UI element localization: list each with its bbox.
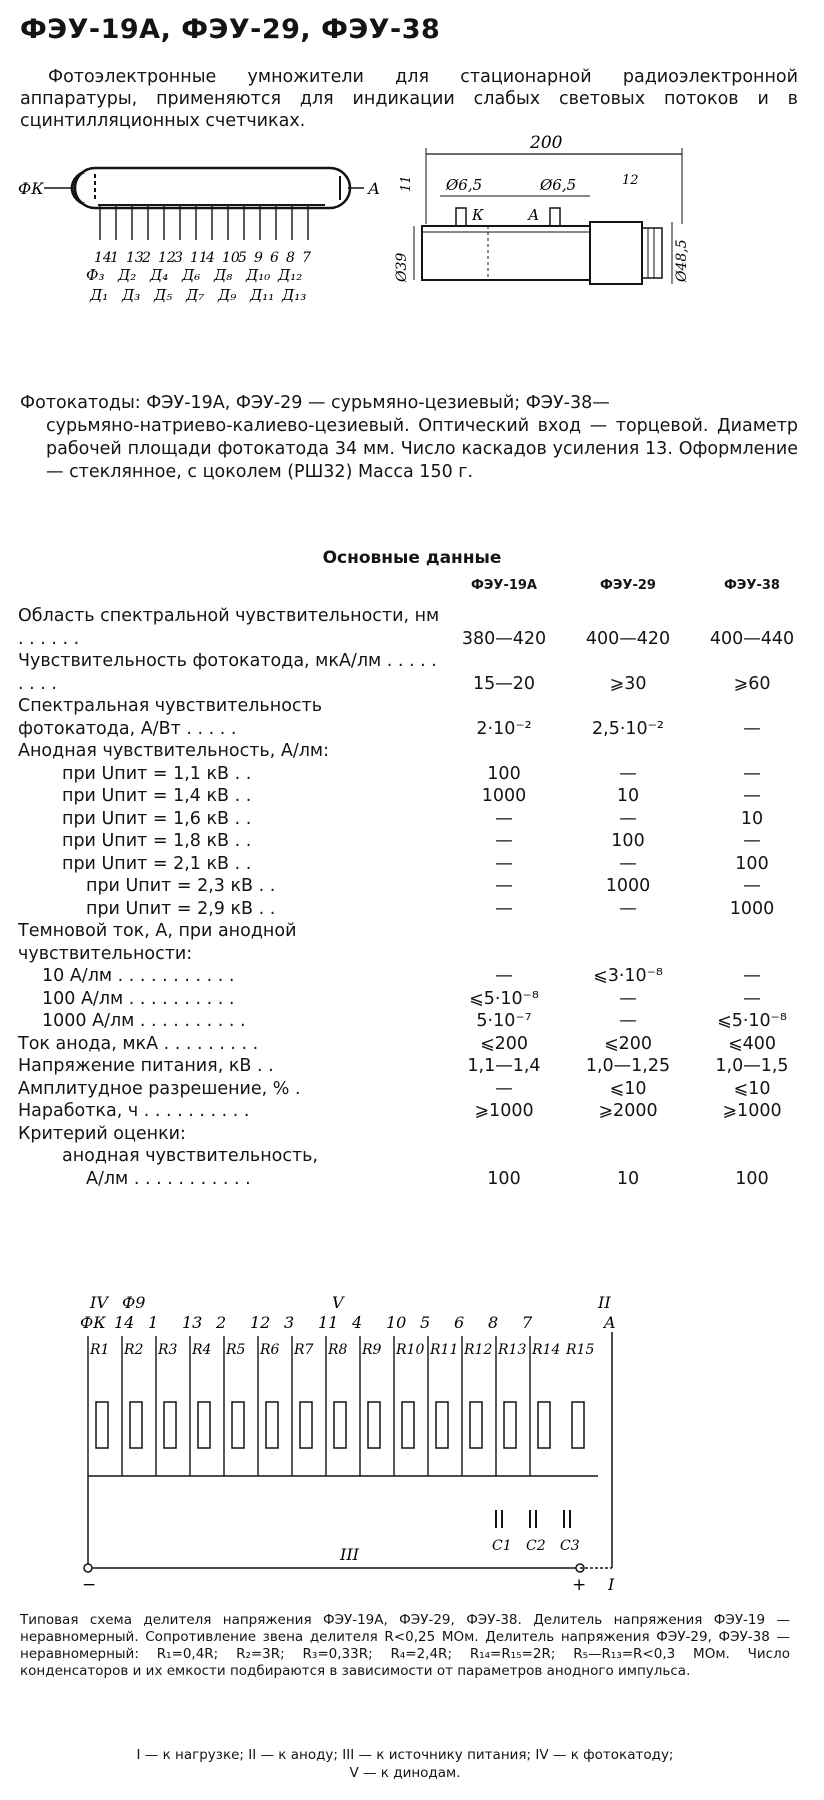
resistor [198,1402,210,1448]
resistor-label: R4 [192,1342,212,1358]
photocathodes-paragraph [20,392,798,484]
legend-item: I — к нагрузке; [136,1747,244,1763]
main-data-table [18,578,814,1190]
resistor [470,1402,482,1448]
pin-label: Д₂ [118,266,137,284]
row-value: ⩽5·10⁻⁸ [717,1011,787,1031]
row-value: 10 [740,808,764,829]
pin-label: Д₇ [186,286,205,304]
table-row [18,1123,814,1146]
row-value: 100 [611,831,645,851]
row-value: 400—440 [709,628,795,649]
label-phi9: Ф9 [122,1293,146,1312]
row-value: — [495,831,513,851]
row-value: 1000 [481,786,527,806]
row-value: ⩾30 [609,673,647,694]
row-value: — [743,831,761,851]
resistor [96,1402,108,1448]
pin-number: 3 [174,250,183,266]
row-value: ⩽200 [479,1033,529,1054]
schematic-pin-label: 14 [114,1313,135,1332]
row-label: 1000 А/лм . . . . . . . . . . [42,1011,246,1031]
dim-k: К [472,206,484,224]
table-row [18,1010,814,1033]
pin-number: 13 [126,250,144,266]
legend-item: III — к источнику питания; [342,1747,532,1763]
schematic-resistors [88,1342,598,1476]
row-label: при Uпит = 2,9 кВ . . [86,898,276,919]
schematic-capacitors [492,1510,580,1554]
pin-label: Д₄ [150,266,169,284]
row-label: при Uпит = 1,4 кВ . . [62,786,252,806]
minus-terminal [84,1564,92,1572]
row-label: Анодная чувствительность, А/лм: [18,741,330,761]
row-value: — [743,966,761,986]
row-value: ⩽5·10⁻⁸ [469,988,539,1009]
dim-d65-1: Ø6,5 [446,176,483,194]
row-value: ⩾2000 [598,1101,658,1121]
photocathodes-line1: Фотокатоды: ФЭУ-19А, ФЭУ-29 — сурьмяно-цезиевый; ФЭУ-38— [20,393,610,413]
schematic-pin-label: 2 [216,1313,227,1332]
row-value: 100 [735,1168,769,1189]
table-row [18,988,814,1011]
row-label: 100 А/лм . . . . . . . . . . [42,988,235,1009]
row-value [690,1145,814,1168]
row-value: 1,1—1,4 [467,1056,541,1076]
resistor [164,1402,176,1448]
dim-a: А [528,206,540,224]
pin-label: Д₁ [90,286,109,304]
label-a: А [368,179,381,198]
legend-item: II — к аноду; [248,1747,338,1763]
schematic-pin-label: 13 [182,1313,203,1332]
row-value: — [495,1078,513,1099]
row-value: — [619,808,637,829]
page-title: ФЭУ-19А, ФЭУ-29, ФЭУ-38 [20,14,441,45]
resistor [504,1402,516,1448]
table-row [18,1168,814,1191]
row-value: 15—20 [472,673,536,694]
row-value: 1,0—1,5 [715,1056,789,1076]
row-label: Наработка, ч . . . . . . . . . . [18,1101,250,1121]
row-value: — [619,763,637,784]
row-label: Ток анода, мкА . . . . . . . . . [18,1033,259,1054]
row-label: Амплитудное разрешение, % . [18,1078,301,1099]
row-value [442,920,566,965]
row-value: 10 [616,1168,640,1189]
pin-number: 8 [286,250,295,266]
roman-ii: II [598,1293,611,1312]
pin-number: 12 [158,250,176,266]
row-value: — [743,786,761,806]
roman-v: V [332,1293,344,1312]
table-row [18,808,814,831]
table-row [18,853,814,876]
dimension-drawing [394,132,824,312]
section-title: Основные данные [322,548,502,568]
tube-base [590,222,642,284]
schematic-pin-label: 12 [250,1313,271,1332]
legend-item: V — к динодам. [349,1765,461,1781]
row-value: 100 [735,853,769,874]
row-label: Темновой ток, А, при анодной чувствительности: [18,921,297,964]
row-value [566,1145,690,1168]
schematic-pin-label: 4 [352,1313,363,1332]
row-value: 380—420 [461,628,547,649]
column-header: ФЭУ-29 [600,578,656,593]
table-row [18,1055,814,1078]
row-value: ⩾60 [733,673,771,694]
pin-label: Ф₃ [86,266,105,284]
row-label: Чувствительность фотокатода, мкА/лм . . . . . . . . . [18,651,437,694]
row-label: 10 А/лм . . . . . . . . . . . [42,966,235,986]
row-label: Критерий оценки: [18,1123,186,1144]
resistor-label: R10 [396,1342,425,1358]
dim-d39: Ø39 [394,252,410,282]
roman-iii: III [340,1545,359,1564]
table-header-row [18,578,814,605]
row-value [690,740,814,763]
table-row [18,740,814,763]
resistor [368,1402,380,1448]
dim-d65-2: Ø6,5 [540,176,577,194]
resistor-label: R8 [328,1342,348,1358]
schematic-pin-label: 10 [386,1313,407,1332]
resistor-label: R15 [566,1342,595,1358]
divider-schematic [60,1292,760,1602]
row-value: 100 [487,1168,521,1189]
pin-label: Д₆ [182,266,201,284]
cap-k [456,208,466,226]
schematic-pin-label: 8 [488,1313,499,1332]
capacitor-label: C2 [526,1538,546,1554]
pin-number: 11 [190,250,208,266]
pin-row-1 [86,266,302,284]
row-value: 2·10⁻² [476,718,532,739]
pin-lines [100,205,308,240]
row-value: — [619,898,637,919]
row-label: при Uпит = 1,8 кВ . . [62,831,252,851]
row-label: анодная чувствительность, [62,1146,319,1166]
row-value [442,1145,566,1168]
row-value: — [495,898,513,919]
row-value: ⩽10 [609,1078,647,1099]
table-header-blank [18,578,442,605]
row-value: ⩽10 [733,1078,771,1099]
row-value [566,920,690,965]
table-row [18,898,814,921]
resistor-label: R2 [124,1342,144,1358]
resistor-label: R11 [430,1342,459,1358]
resistor-label: R12 [464,1342,493,1358]
label-fk: ФК [18,179,44,198]
row-label: Область спектральной чувствительности, нм . . . . . . [18,606,440,649]
row-value: ⩽400 [727,1033,777,1054]
table-row [18,830,814,853]
resistor-label: R6 [260,1342,280,1358]
table-row [18,875,814,898]
row-value: 2,5·10⁻² [592,718,664,739]
resistor-label: R1 [90,1342,110,1358]
resistor-label: R14 [532,1342,561,1358]
minus-sign: − [82,1575,97,1595]
roman-i: I [608,1575,615,1594]
schematic-pins [80,1313,616,1476]
dim-11: 11 [399,175,414,192]
row-label: при Uпит = 1,1 кВ . . [62,763,252,784]
intro-paragraph: Фотоэлектронные умножители для стационарной радиоэлектронной аппаратуры, применяются для индикации слабых световых потоков и в сцинтилляционных счетчиках. [20,67,798,131]
row-label: А/лм . . . . . . . . . . . [86,1168,251,1189]
capacitor-label: C1 [492,1538,512,1554]
capacitor-label: C3 [560,1538,580,1554]
pin-number: 6 [270,250,279,266]
row-value: ⩽3·10⁻⁸ [593,966,663,986]
table-row [18,920,814,965]
pin-number: 14 [94,250,112,266]
table-row [18,763,814,786]
resistor [436,1402,448,1448]
pin-label: Д₁₁ [250,286,275,304]
resistor-label: R9 [362,1342,382,1358]
resistor [572,1402,584,1448]
column-header: ФЭУ-38 [724,578,780,593]
row-value: ⩾1000 [722,1101,782,1121]
table-row [18,785,814,808]
schematic-pin-label: A [604,1313,616,1332]
row-label: при Uпит = 2,3 кВ . . [86,876,276,896]
resistor [538,1402,550,1448]
row-value: — [743,876,761,896]
row-value: — [495,876,513,896]
row-label: при Uпит = 2,1 кВ . . [62,853,252,874]
schematic-pin-label: 1 [148,1313,159,1332]
resistor-label: R5 [226,1342,246,1358]
table-row [18,1145,814,1168]
row-label: Спектральная чувствительность фотокатода, А/Вт . . . . . [18,696,323,739]
row-value [566,1123,690,1146]
row-value: 5·10⁻⁷ [476,1011,532,1031]
resistor [402,1402,414,1448]
table-row [18,605,814,650]
pin-label: Д₈ [214,266,233,284]
row-value: — [495,808,513,829]
table-row [18,1100,814,1123]
cap-a [550,208,560,226]
socket-pins [642,228,662,278]
row-value: — [619,853,637,874]
resistor-label: R7 [294,1342,314,1358]
table-row [18,965,814,988]
schematic-pin-label: ФК [80,1313,106,1332]
row-value: — [619,1011,637,1031]
pin-label: Д₁₃ [282,286,307,304]
row-value [566,740,690,763]
row-value: — [495,853,513,874]
legend-item: IV — к фотокатоду; [535,1747,674,1763]
resistor [266,1402,278,1448]
plus-sign: + [572,1575,587,1595]
table-row [18,695,814,740]
pin-row-2 [89,286,306,304]
row-value: 400—420 [585,628,671,649]
row-value: ⩽200 [603,1033,653,1054]
row-value: 1000 [729,898,775,919]
resistor [130,1402,142,1448]
pin-numbers [94,250,311,266]
resistor-label: R13 [498,1342,527,1358]
row-value [442,1123,566,1146]
table-row [18,1033,814,1056]
column-header: ФЭУ-19А [470,578,537,593]
row-value: — [743,763,761,784]
table-row [18,1078,814,1101]
tube-pin-diagram [0,150,400,320]
pin-label: Д₉ [218,286,237,304]
row-value [690,1123,814,1146]
pin-number: 4 [206,250,215,266]
dim-d48: Ø48,5 [674,239,690,282]
row-value: 100 [487,763,521,784]
row-label: Напряжение питания, кВ . . [18,1056,274,1076]
pin-number: 2 [142,250,151,266]
resistor-label: R3 [158,1342,178,1358]
row-label: при Uпит = 1,6 кВ . . [62,808,252,829]
pin-label: Д₅ [154,286,173,304]
table-body [18,605,814,1190]
resistor [334,1402,346,1448]
schematic-pin-label: 11 [318,1313,339,1332]
schematic-pin-label: 7 [522,1313,533,1332]
pin-label: Д₁₀ [246,266,271,284]
row-value [442,740,566,763]
figure-caption: Типовая схема делителя напряжения ФЭУ-19А, ФЭУ-29, ФЭУ-38. Делитель напряжения ФЭУ-19 — неравномерный. Сопротивление звена делителя R<0,25 МОм. Делитель напряжения ФЭУ-29, ФЭУ-38 — неравномерный: R₁=0,4R; R₂=3R; R₃=0,33R; R₄=2,4R; R₁₄=R₁₅=2R; R₅—R₁₃=R<0,3 МОм. Число конденсаторов и их емкости подбираются в зависимости от параметров анодного импульса. [20,1612,790,1679]
row-value: 10 [616,786,640,806]
row-value: — [743,988,761,1009]
pin-number: 10 [222,250,240,266]
pin-number: 1 [110,250,119,266]
dim-12: 12 [622,173,639,188]
resistor [232,1402,244,1448]
pin-number: 5 [238,250,247,266]
legend [20,1746,790,1782]
row-value: — [743,718,761,739]
row-value: 1000 [605,876,651,896]
pin-number: 9 [254,250,263,266]
resistor [300,1402,312,1448]
tube-envelope [75,168,350,208]
dimension-svg [394,132,824,312]
roman-iv: IV [90,1293,108,1312]
schematic-pin-label: 3 [284,1313,295,1332]
photocathodes-rest: сурьмяно-натриево-калиево-цезиевый. Оптический вход — торцевой. Диаметр рабочей площади фотокатода 34 мм. Число каскадов усиления 13. Оформление — стеклянное, с цоколем (РШ32) Масса 150 г. [46,416,798,482]
pin-number: 7 [302,250,311,266]
pin-label: Д₃ [122,286,141,304]
row-value: — [495,966,513,986]
schematic-svg [60,1292,760,1602]
tube-body [422,226,590,280]
row-value: ⩾1000 [474,1101,534,1121]
row-value [690,920,814,965]
row-value: 1,0—1,25 [585,1056,671,1076]
tube-pin-svg [0,150,400,320]
dim-200: 200 [530,133,563,153]
row-value: — [619,988,637,1009]
schematic-pin-label: 6 [454,1313,465,1332]
table-row [18,650,814,695]
schematic-pin-label: 5 [420,1313,431,1332]
pin-label: Д₁₂ [278,266,303,284]
